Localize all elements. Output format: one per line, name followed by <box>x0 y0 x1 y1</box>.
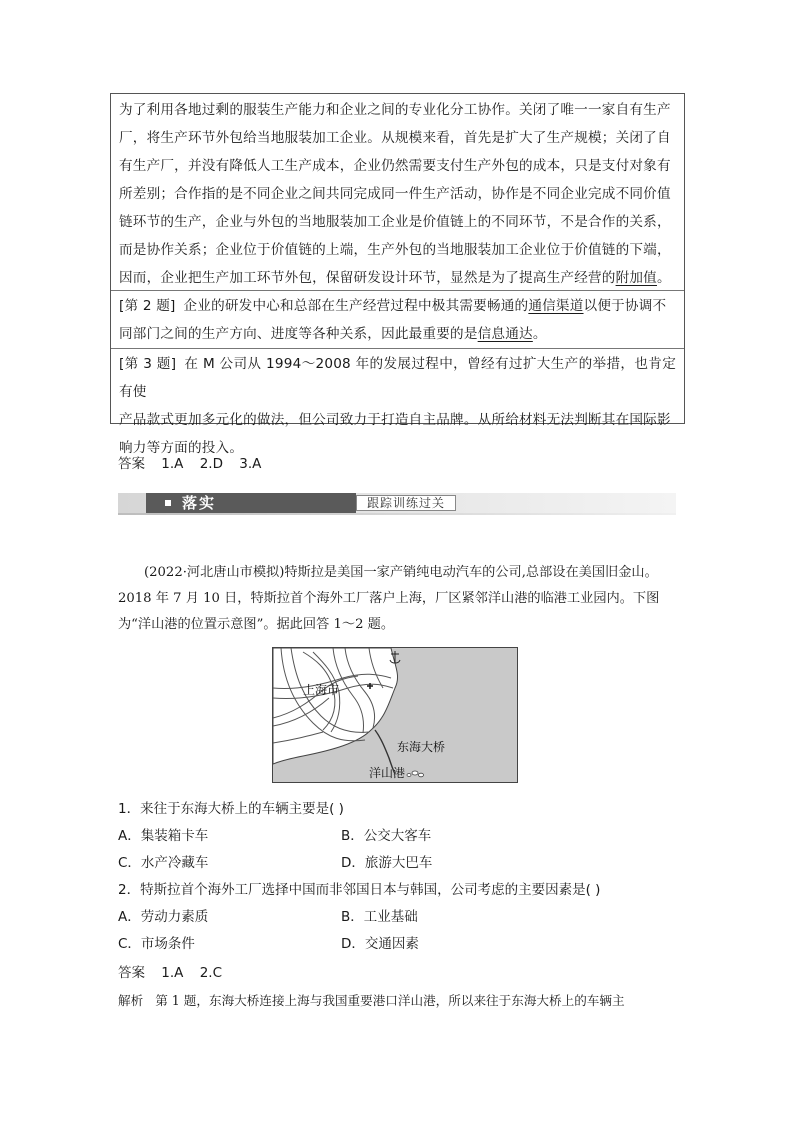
option-a[interactable]: A．劳动力素质 <box>118 909 209 925</box>
para-line: 链环节的生产，企业与外包的当地服装加工企业是价值链上的不同环节，不是合作的关系， <box>119 214 671 230</box>
section-q2 <box>111 290 684 348</box>
banner-dark-block <box>146 493 356 513</box>
para-line: 所差别；合作指的是不同企业之间共同完成同一件生产活动，协作是不同企业完成不同价值 <box>119 186 671 202</box>
option-a[interactable]: A．集装箱卡车 <box>118 828 209 844</box>
text: 同部门之间的生产方向、进度等各种关系，因此最重要的是 <box>119 326 478 342</box>
option-b[interactable]: B．工业基础 <box>341 909 418 925</box>
underlined-keyword: 附加值 <box>615 270 657 286</box>
para-line: 有生产厂，并没有降低人工生产成本，企业仍然需要支付生产外包的成本，只是支付对象有 <box>119 158 671 174</box>
underlined-keyword: 通信渠道 <box>528 298 584 314</box>
analysis-label: 解析 <box>118 993 144 1008</box>
island-icon <box>407 771 424 777</box>
para-line <box>111 264 684 292</box>
map-label-shanghai: 上海市 <box>303 683 340 697</box>
text: 。 <box>532 326 547 342</box>
text: 因而，企业把生产加工环节外包，保留研发设计环节，显然是为了提高生产经营的 <box>119 270 616 286</box>
section-banner <box>118 493 676 513</box>
option-d[interactable]: D．交通因素 <box>341 936 419 952</box>
question-stem: 1．来往于东海大桥上的车辆主要是( ) <box>118 801 344 817</box>
map-label-yangshan-port: 洋山港 <box>369 766 406 780</box>
question-intro <box>118 560 678 638</box>
answer-line <box>118 452 273 472</box>
option-c[interactable]: C．水产冷藏车 <box>118 855 209 871</box>
para-line <box>111 349 684 406</box>
answer-item: 2.C <box>199 965 223 981</box>
para-line: 而是协作关系；企业位于价值链的上端，生产外包的当地服装加工企业位于价值链的下端， <box>119 242 671 258</box>
intro-line: 2018 年 7 月 10 日，特斯拉首个海外工厂落户上海，厂区紧邻洋山港的临港工业园内。下图 <box>118 591 660 606</box>
answer-item: 3.A <box>239 456 262 472</box>
intro-line <box>118 560 678 586</box>
text: 。 <box>656 270 671 286</box>
question-tag: [第 2 题] <box>119 298 176 314</box>
text: 以便于协调不 <box>583 298 667 314</box>
answer-item: 2.D <box>199 456 223 472</box>
text: 在 M 公司从 1994～2008 年的发展过程中，曾经有过扩大生产的举措，也肯定有使 <box>119 356 676 400</box>
option-c[interactable]: C．市场条件 <box>118 936 195 952</box>
para-line: 为了利用各地过剩的服装生产能力和企业之间的专业化分工协作。关闭了唯一一家自有生产 <box>119 102 671 118</box>
map-drawing <box>273 648 518 783</box>
text: (2022·河北唐山市模拟)特斯拉是美国一家产销纯电动汽车的公司,总部设在美国旧金山。 <box>144 565 658 580</box>
question-stem: 2．特斯拉首个海外工厂选择中国而非邻国日本与韩国，公司考虑的主要因素是( ) <box>118 882 601 898</box>
analysis-line <box>118 990 680 1009</box>
yangshan-port-map <box>272 647 518 783</box>
para-line <box>111 291 684 320</box>
banner-title: 落实 <box>182 494 217 512</box>
explanation-box <box>110 93 685 456</box>
land-area <box>273 648 398 764</box>
option-d[interactable]: D．旅游大巴车 <box>341 855 433 871</box>
answer-item: 1.A <box>161 456 184 472</box>
para-line: 响力等方面的投入。 <box>119 440 244 456</box>
banner-subtitle: 跟踪训练过关 <box>356 495 456 511</box>
paragraph-q1 <box>111 96 684 292</box>
map-label-donghai-bridge: 东海大桥 <box>397 740 446 754</box>
analysis-text: 第 1 题，东海大桥连接上海与我国重要港口洋山港，所以来往于东海大桥上的车辆主 <box>155 993 625 1008</box>
answer-label: 答案 <box>118 456 145 472</box>
text: 企业的研发中心和总部在生产经营过程中极其需要畅通的 <box>183 298 529 314</box>
square-bullet-icon <box>165 500 171 506</box>
banner-underline <box>118 513 676 515</box>
section-q3 <box>111 348 684 462</box>
option-b[interactable]: B．公交大客车 <box>341 828 432 844</box>
para-line <box>111 320 684 348</box>
answer-label: 答案 <box>118 965 145 981</box>
underlined-keyword: 信息通达 <box>477 326 533 342</box>
answer-line <box>118 961 234 981</box>
intro-line: 为“洋山港的位置示意图”。据此回答 1～2 题。 <box>118 617 395 632</box>
question-tag: [第 3 题] <box>119 356 177 372</box>
para-line: 厂，将生产环节外包给当地服装加工企业。从规模来看，首先是扩大了生产规模；关闭了自 <box>119 130 671 146</box>
answer-item: 1.A <box>161 965 184 981</box>
para-line: 产品款式更加多元化的做法，但公司致力于打造自主品牌。从所给材料无法判断其在国际影 <box>119 412 671 428</box>
